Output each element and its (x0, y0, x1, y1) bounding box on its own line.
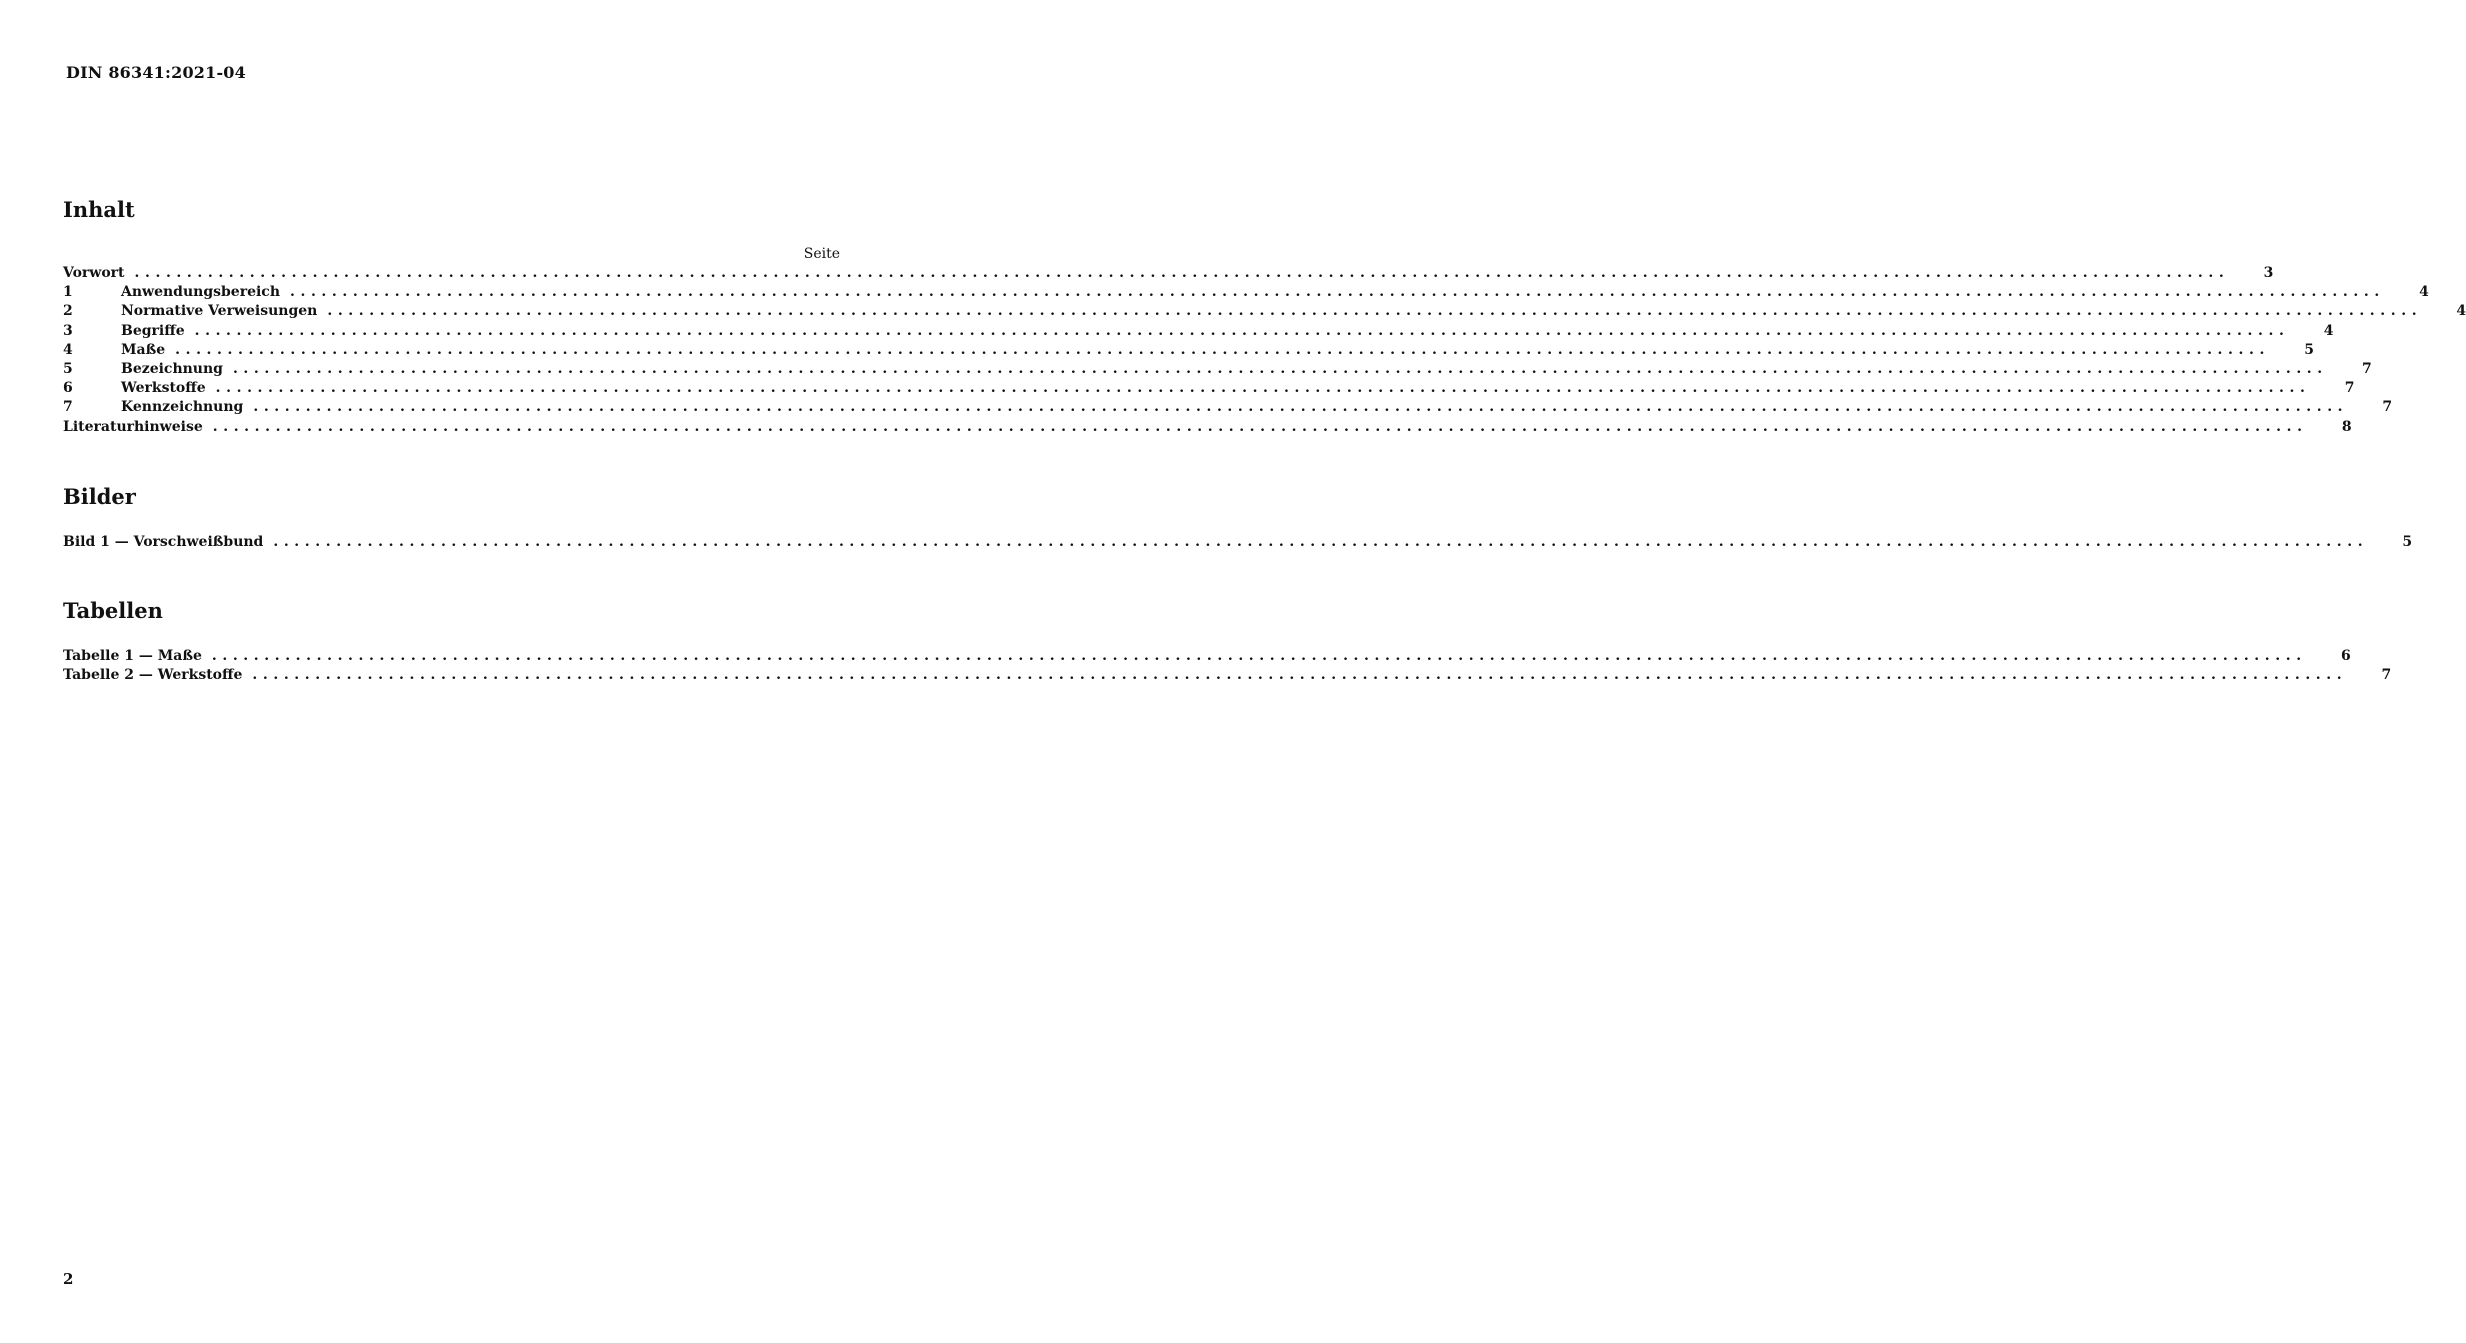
toc-entry-page: 4 (2456, 303, 2466, 320)
dot-leader: ........................................................................................................................................................................................................ (290, 284, 2385, 301)
dot-leader: ........................................................................................................................................................................................................ (134, 265, 2230, 281)
toc-entry-page: 7 (2382, 399, 2393, 416)
figures-list (63, 533, 2413, 552)
toc-entry-number: 4 (63, 341, 73, 358)
table-entry[interactable] (63, 647, 2351, 666)
dot-leader: ........................................................................................................................................................................................................ (215, 380, 2311, 397)
dot-leader: ........................................................................................................................................................................................................ (232, 360, 2328, 377)
figure-entry-title: Bild 1 — Vorschweißbund (63, 534, 264, 550)
toc-entry-foreword[interactable] (63, 264, 2274, 283)
dot-leader: ........................................................................................................................................................................................................ (211, 648, 2307, 664)
dot-leader: ........................................................................................................................................................................................................ (253, 399, 2349, 416)
toc-entry-title: Werkstoffe (121, 380, 206, 397)
table-entry-title: Tabelle 2 — Werkstoffe (63, 667, 243, 684)
toc-entry-number: 6 (63, 380, 73, 397)
toc-entry-bibliography[interactable] (63, 418, 2352, 437)
toc-entry-title: Vorwort (63, 265, 125, 281)
tables-heading: Tabellen (63, 598, 163, 623)
figure-entry-page: 5 (2402, 534, 2413, 550)
toc-entry-number: 5 (63, 360, 73, 377)
contents-heading: Inhalt (63, 197, 135, 222)
figure-entry[interactable] (63, 533, 2413, 552)
dot-leader: ........................................................................................................................................................................................................ (273, 534, 2369, 550)
toc-entry-page: 3 (2263, 265, 2274, 281)
toc-entry-title: Begriffe (121, 322, 185, 339)
toc-entry-dimensions[interactable] (63, 341, 2314, 360)
toc-entry-title: Kennzeichnung (121, 399, 244, 416)
toc-entry-marking[interactable] (63, 398, 2393, 417)
figures-heading: Bilder (63, 484, 136, 509)
toc-entry-number: 2 (63, 303, 73, 320)
toc-entry-page: 7 (2344, 380, 2355, 397)
toc-entry-number: 1 (63, 284, 73, 301)
toc-entry-title: Literaturhinweise (63, 418, 203, 435)
toc-entry-normative-references[interactable] (63, 302, 2466, 321)
toc-entry-page: 4 (2419, 284, 2429, 301)
toc-entry-title: Normative Verweisungen (121, 303, 318, 320)
table-entry-title: Tabelle 1 — Maße (63, 648, 202, 664)
table-entry-page: 7 (2381, 667, 2392, 684)
tables-list (63, 647, 2392, 685)
toc-entry-title: Maße (121, 341, 166, 358)
contents-list (63, 264, 2466, 437)
dot-leader: ........................................................................................................................................................................................................ (194, 322, 2290, 339)
toc-entry-title: Bezeichnung (121, 360, 223, 377)
toc-entry-page: 7 (2362, 360, 2372, 377)
dot-leader: ........................................................................................................................................................................................................ (212, 418, 2308, 435)
toc-entry-page: 4 (2323, 322, 2334, 339)
toc-entry-number: 7 (63, 399, 73, 416)
toc-entry-materials[interactable] (63, 379, 2355, 398)
table-entry[interactable] (63, 666, 2392, 685)
document-id: DIN 86341:2021-04 (66, 63, 246, 82)
toc-entry-title: Anwendungsbereich (121, 284, 280, 301)
page-column-label: Seite (803, 246, 840, 262)
toc-entry-scope[interactable] (63, 283, 2429, 302)
toc-entry-page: 5 (2304, 341, 2314, 358)
dot-leader: ........................................................................................................................................................................................................ (252, 667, 2348, 684)
dot-leader: ........................................................................................................................................................................................................ (327, 303, 2423, 320)
table-entry-page: 6 (2340, 648, 2351, 664)
toc-entry-page: 8 (2341, 418, 2352, 435)
toc-entry-terms[interactable] (63, 322, 2334, 341)
dot-leader: ........................................................................................................................................................................................................ (175, 341, 2270, 358)
page-number: 2 (63, 1270, 74, 1288)
toc-entry-number: 3 (63, 322, 73, 339)
toc-entry-designation[interactable] (63, 360, 2372, 379)
